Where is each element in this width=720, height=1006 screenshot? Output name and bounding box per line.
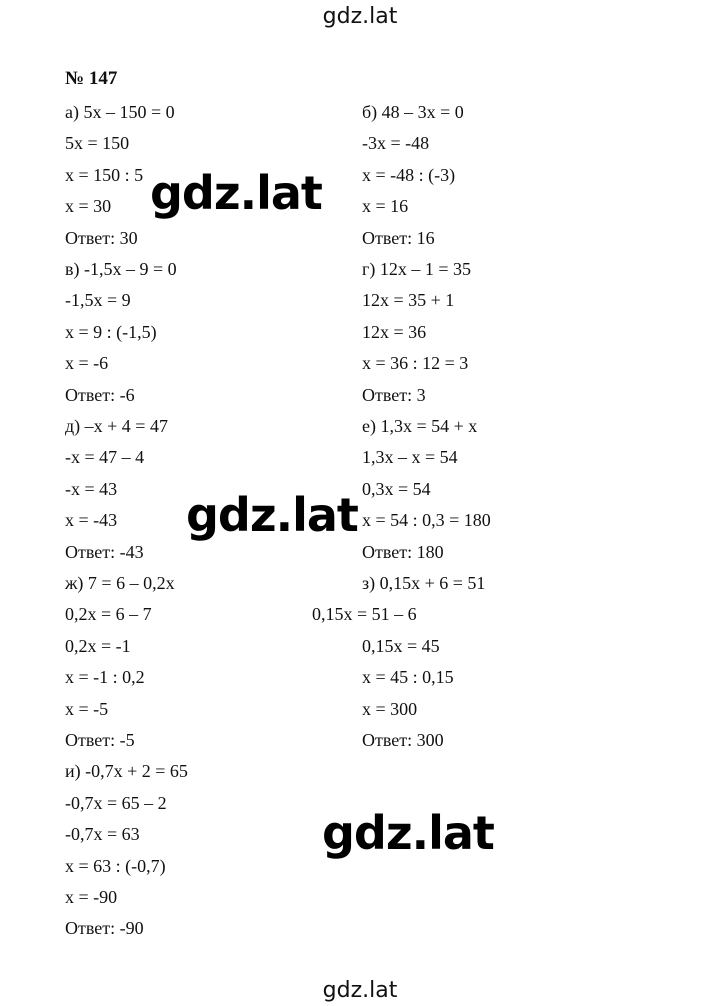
solution-line: г) 12x – 1 = 35 <box>362 259 472 279</box>
solution-line: з) 0,15x + 6 = 51 <box>362 573 486 593</box>
watermark: gdz.lat <box>150 166 322 220</box>
solution-line: 0,3x = 54 <box>362 478 431 499</box>
solution-line: 0,15x = 45 <box>362 635 440 656</box>
header-site-label: gdz.lat <box>322 4 398 29</box>
solution-line: Ответ: 30 <box>65 227 138 248</box>
solution-line: -0,7x = 65 – 2 <box>65 792 167 813</box>
watermark: gdz.lat <box>322 806 494 860</box>
watermark: gdz.lat <box>186 488 358 542</box>
task-number: № 147 <box>65 68 118 89</box>
solution-line: а) 5x – 150 = 0 <box>65 102 175 122</box>
solution-line: x = 36 : 12 = 3 <box>362 353 469 374</box>
solution-line: x = -1 : 0,2 <box>65 667 145 688</box>
solution-line: в) -1,5x – 9 = 0 <box>65 259 177 279</box>
solution-line: x = 150 : 5 <box>65 164 144 185</box>
solution-line: Ответ: 3 <box>362 384 426 405</box>
solution-line: ж) 7 = 6 – 0,2x <box>65 573 175 593</box>
solution-line: 0,15x = 51 – 6 <box>312 604 417 625</box>
solution-line: -x = 43 <box>65 478 118 499</box>
solution-line: -0,7x = 63 <box>65 824 140 845</box>
solution-line: 0,2x = 6 – 7 <box>65 604 152 625</box>
solution-line: -1,5x = 9 <box>65 290 131 311</box>
solution-line: д) –x + 4 = 47 <box>65 416 168 436</box>
solution-line: Ответ: 16 <box>362 227 435 248</box>
solution-line: x = -5 <box>65 698 109 719</box>
solution-line: 12x = 35 + 1 <box>362 290 455 311</box>
solution-line: Ответ: -90 <box>65 918 144 939</box>
solution-line: x = 63 : (-0,7) <box>65 855 166 876</box>
solution-line: и) -0,7x + 2 = 65 <box>65 761 188 782</box>
solution-line: -3x = -48 <box>362 133 430 154</box>
solution-line: x = 45 : 0,15 <box>362 667 454 688</box>
solution-line: 5x = 150 <box>65 133 130 154</box>
solution-line: x = 300 <box>362 698 418 719</box>
solution-line: Ответ: -6 <box>65 384 135 405</box>
footer-site-label: gdz.lat <box>322 978 398 1003</box>
solution-line: x = -90 <box>65 887 118 907</box>
solution-line: 12x = 36 <box>362 321 427 342</box>
solution-line: x = 16 <box>362 196 409 217</box>
solution-line: 0,2x = -1 <box>65 635 131 656</box>
solution-line: x = -48 : (-3) <box>362 164 456 185</box>
solution-line: -x = 47 – 4 <box>65 447 145 468</box>
solution-line: Ответ: 300 <box>362 730 444 750</box>
solution-line: б) 48 – 3x = 0 <box>362 102 464 122</box>
solution-line: x = -6 <box>65 353 109 374</box>
solution-line: Ответ: 180 <box>362 541 444 562</box>
solution-line: x = 54 : 0,3 = 180 <box>362 510 491 531</box>
solution-line: Ответ: -43 <box>65 541 144 562</box>
solution-line: Ответ: -5 <box>65 730 135 750</box>
solution-line: x = -43 <box>65 510 118 531</box>
solution-line: x = 9 : (-1,5) <box>65 321 157 342</box>
solution-line: x = 30 <box>65 196 112 217</box>
solution-line: 1,3x – x = 54 <box>362 447 458 468</box>
solution-line: е) 1,3x = 54 + x <box>362 416 478 436</box>
